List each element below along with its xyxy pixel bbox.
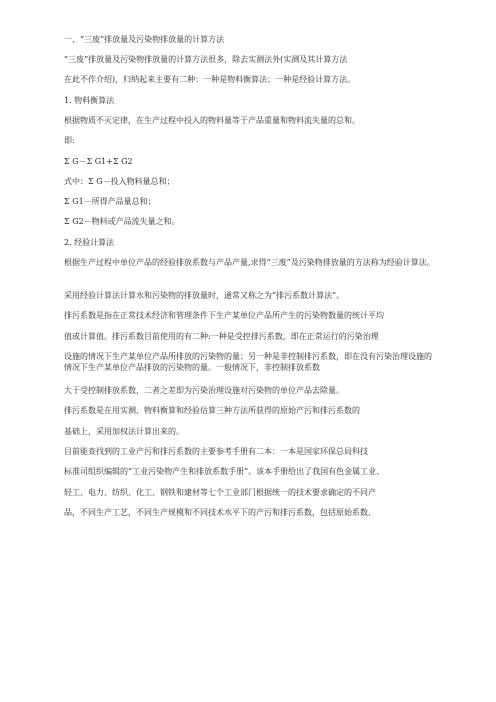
paragraph-line: 标准司组织编辑的“工业污染物产生和排放系数手册”。该本手册给出了我国有色金属工业、 [64,467,385,476]
formula-definition: Σ G1－所得产品量总和； [64,197,156,206]
formula: Σ G－Σ G1+Σ G2 [64,157,133,166]
paragraph-line: 排污系数是指在正常技术经济和管理条件下生产某单位产品所产生的污染物数量的统计平均 [64,311,384,320]
paragraph-line: 排污系数是在用实测、物料衡算和经验估算三种方法所获得的原始产污和排污系数的 [64,406,360,415]
subsection-heading: 1. 物料衡算法 [64,96,115,105]
paragraph-line: 在此不作介绍)，归纳起来主要有二种：一种是物料衡算法；一种是经验计算方法。 [64,75,356,84]
section-heading: 一、“三废”排放量及污染物排放量的计算方法 [64,35,225,44]
paragraph-line: 根据生产过程中单位产品的经验排放系数与产品产量,求得“三废”及污染物排放量的方法称为经验计算法。 [64,258,435,267]
paragraph-line: 大于受控制排放系数，二者之差即为污染治理设施对污染物的单位产品去除量。 [64,386,344,395]
paragraph-line: 轻工、电力、纺织、化工、钢铁和建材等七个工业部门根据统一的技术要求确定的不同产 [64,488,376,497]
paragraph-line: 采用经验计算法计算水和污染物的排放量时，通常又称之为“排污系数计算法”。 [64,291,345,300]
paragraph-line: 设施的情况下生产某单位产品所排放的污染物的量；另一种是非控制排污系数，即在没有污染治理设施的情况下生产某单位产品排放的污染物的量。一般情况下，非控制排放系数 [64,352,432,372]
paragraph-line: 值或计算值。排污系数目前使用的有二种:一种是受控排污系数，即在正常运行的污染治理 [64,332,379,341]
paragraph-line: 目前能查找到的工业产污和排污系数的主要参考手册有二本：一本是国家环保总局科技 [64,447,368,456]
paragraph-line: 根据物质不灭定律，在生产过程中投入的物料量等于产品重量和物料流失量的总和。 [64,116,360,125]
subsection-heading: 2. 经验计算法 [64,238,115,247]
paragraph-line: 即: [64,136,75,145]
formula-definition: Σ G2－物料或产品流失量之和。 [64,217,180,226]
formula-definition: 式中：Σ G－投入物料量总和； [64,177,175,186]
paragraph-line: “三废”排放量及污染物排放量的计算方法很多，除去实测法外(实测及其计算方法 [64,55,348,64]
paragraph-line: 品，不同生产工艺，不同生产规模和不同技术水平下的产污和排污系数，包括原始系数、 [64,508,376,517]
paragraph-line: 基础上，采用加权法计算出来的。 [64,427,184,436]
